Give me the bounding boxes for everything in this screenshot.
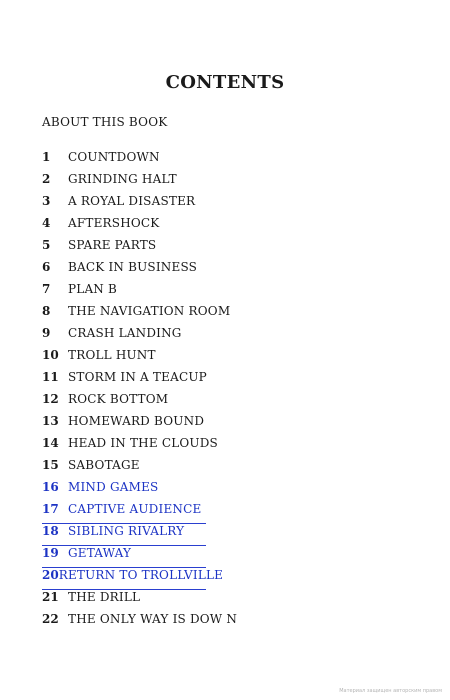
chapter-title: COUNTDOWN xyxy=(68,150,160,164)
chapter-number: 10 xyxy=(42,348,59,362)
chapter-title: AFTERSHOCK xyxy=(68,216,160,230)
chapter-number: 9 xyxy=(42,326,51,340)
copyright-watermark: Материал защищен авторским правом xyxy=(339,688,442,694)
toc-entry-13[interactable] xyxy=(42,414,422,436)
chapter-number: 8 xyxy=(42,304,51,318)
toc-entry-8[interactable] xyxy=(42,304,422,326)
chapter-title: ROCK BOTTOM xyxy=(68,392,169,406)
toc-entry-17[interactable] xyxy=(42,502,206,524)
chapter-number: 14 xyxy=(42,436,59,450)
chapter-title: SABOTAGE xyxy=(68,458,140,472)
toc-entry-22[interactable] xyxy=(42,612,422,634)
chapter-number: 15 xyxy=(42,458,59,472)
toc-entry-2[interactable] xyxy=(42,172,422,194)
chapter-title: TROLL HUNT xyxy=(68,348,156,362)
chapter-title-link[interactable]: SIBLING RIVALRY xyxy=(68,524,185,538)
about-this-book-link[interactable]: ABOUT THIS BOOK xyxy=(42,115,168,129)
chapter-title-link[interactable]: GETAWAY xyxy=(68,546,132,560)
toc-entry-4[interactable] xyxy=(42,216,422,238)
chapter-title: HEAD IN THE CLOUDS xyxy=(68,436,218,450)
toc-entry-7[interactable] xyxy=(42,282,422,304)
toc-entry-3[interactable] xyxy=(42,194,422,216)
table-of-contents xyxy=(42,150,422,634)
toc-entry-18[interactable] xyxy=(42,524,206,546)
chapter-number: 22 xyxy=(42,612,59,626)
toc-entry-20[interactable] xyxy=(42,568,224,590)
chapter-number: 21 xyxy=(42,590,59,604)
chapter-title-link[interactable]: CAPTIVE AUDIENCE xyxy=(68,502,202,516)
toc-entry-9[interactable] xyxy=(42,326,422,348)
chapter-number: 11 xyxy=(42,370,59,384)
chapter-title-link[interactable]: RETURN TO TROLLVILLE xyxy=(58,568,224,582)
chapter-title: THE ONLY WAY IS DOW N xyxy=(68,612,238,626)
chapter-title: GRINDING HALT xyxy=(68,172,177,186)
chapter-title-link[interactable]: MIND GAMES xyxy=(68,480,159,494)
chapter-title: SPARE PARTS xyxy=(68,238,157,252)
chapter-number: 18 xyxy=(42,524,59,538)
chapter-title: THE DRILL xyxy=(68,590,141,604)
toc-entry-16[interactable] xyxy=(42,480,422,502)
chapter-number: 20 xyxy=(42,568,59,582)
toc-entry-12[interactable] xyxy=(42,392,422,414)
chapter-number: 12 xyxy=(42,392,59,406)
chapter-title: A ROYAL DISASTER xyxy=(68,194,196,208)
chapter-number: 13 xyxy=(42,414,59,428)
chapter-title: THE NAVIGATION ROOM xyxy=(68,304,231,318)
toc-entry-11[interactable] xyxy=(42,370,422,392)
chapter-number: 19 xyxy=(42,546,59,560)
toc-entry-21[interactable] xyxy=(42,590,422,612)
chapter-number: 2 xyxy=(42,172,51,186)
toc-entry-1[interactable] xyxy=(42,150,422,172)
chapter-number: 17 xyxy=(42,502,59,516)
chapter-title: STORM IN A TEACUP xyxy=(68,370,207,384)
chapter-title: PLAN B xyxy=(68,282,118,296)
chapter-title: CRASH LANDING xyxy=(68,326,182,340)
chapter-number: 16 xyxy=(42,480,59,494)
toc-entry-5[interactable] xyxy=(42,238,422,260)
page-title: CONTENTS xyxy=(165,72,285,93)
chapter-number: 1 xyxy=(42,150,51,164)
toc-entry-14[interactable] xyxy=(42,436,422,458)
chapter-title: BACK IN BUSINESS xyxy=(68,260,198,274)
toc-entry-10[interactable] xyxy=(42,348,422,370)
chapter-number: 6 xyxy=(42,260,51,274)
toc-entry-6[interactable] xyxy=(42,260,422,282)
chapter-number: 7 xyxy=(42,282,51,296)
chapter-title: HOMEWARD BOUND xyxy=(68,414,205,428)
chapter-number: 4 xyxy=(42,216,51,230)
toc-entry-19[interactable] xyxy=(42,546,206,568)
toc-entry-15[interactable] xyxy=(42,458,422,480)
chapter-number: 5 xyxy=(42,238,51,252)
chapter-number: 3 xyxy=(42,194,51,208)
